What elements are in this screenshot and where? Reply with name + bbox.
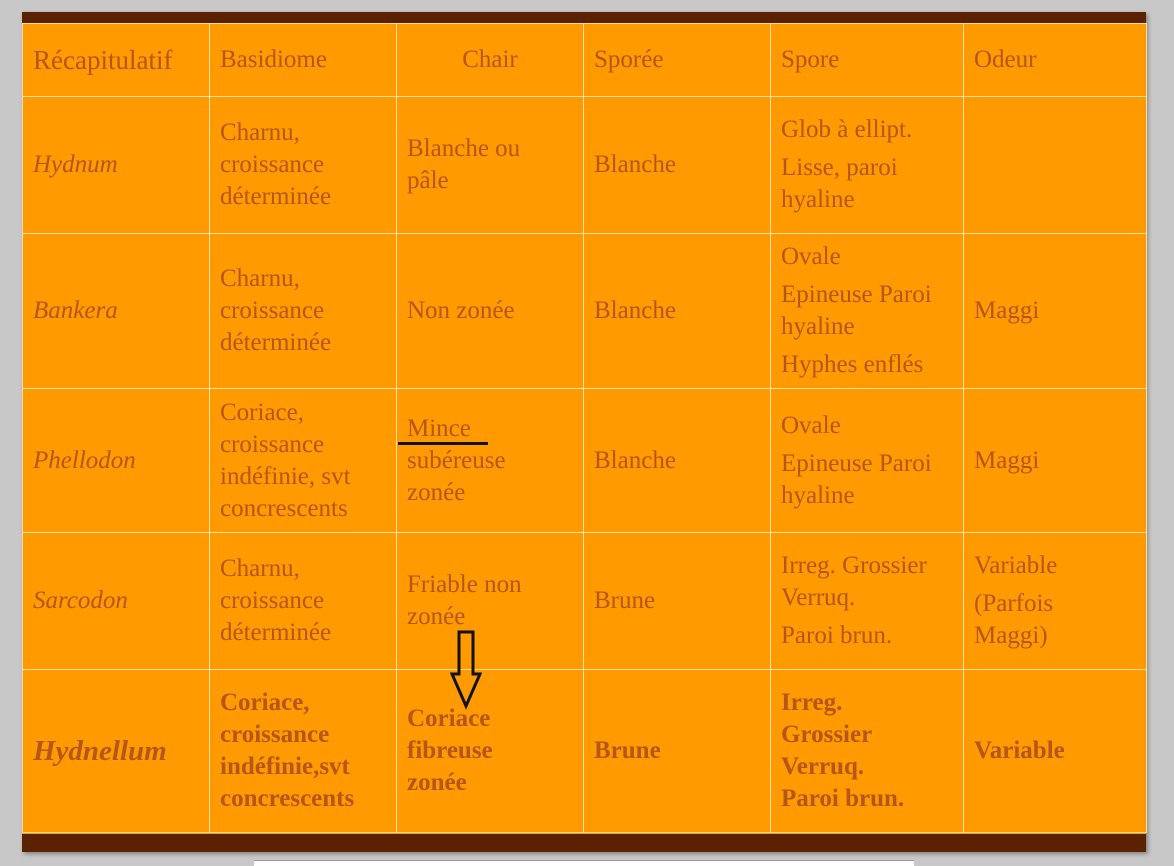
table-row (23, 670, 1147, 833)
sporee-cell: Blanche (584, 389, 771, 533)
header-chair: Chair (397, 24, 584, 97)
header-recapitulatif: Récapitulatif (23, 24, 210, 97)
top-border-bar (22, 12, 1146, 23)
sporee-cell: Brune (584, 533, 771, 670)
basidiome-cell: Charnu, croissance déterminée (210, 533, 397, 670)
header-odeur: Odeur (964, 24, 1147, 97)
genus-cell: Hydnellum (23, 670, 210, 833)
basidiome-cell: Coriace, croissance indéfinie, svt concrescents (210, 389, 397, 533)
chair-cell: Friable non zonée (397, 533, 584, 670)
odeur-cell: Maggi (964, 234, 1147, 389)
chair-cell: Coriace fibreuse zonée (397, 670, 584, 833)
chair-cell: Mince subéreuse zonée (397, 389, 584, 533)
spore-cell: Ovale Epineuse Paroi hyaline (771, 389, 964, 533)
header-spore: Spore (771, 24, 964, 97)
header-basidiome: Basidiome (210, 24, 397, 97)
summary-table (22, 23, 1147, 833)
sporee-cell: Blanche (584, 234, 771, 389)
odeur-cell: Maggi (964, 389, 1147, 533)
black-underline-mark (398, 442, 488, 445)
spore-cell: Irreg. Grossier Verruq. Paroi brun. (771, 533, 964, 670)
spore-cell: Ovale Epineuse Paroi hyaline Hyphes enflés (771, 234, 964, 389)
basidiome-cell: Charnu, croissance déterminée (210, 97, 397, 234)
odeur-cell: Variable (964, 670, 1147, 833)
slide (22, 12, 1146, 852)
header-row (23, 24, 1147, 97)
down-arrow-icon (450, 630, 482, 710)
spore-cell: Glob à ellipt. Lisse, paroi hyaline (771, 97, 964, 234)
odeur-cell (964, 97, 1147, 234)
sporee-cell: Brune (584, 670, 771, 833)
genus-cell: Sarcodon (23, 533, 210, 670)
header-sporee: Sporée (584, 24, 771, 97)
basidiome-cell: Charnu, croissance déterminée (210, 234, 397, 389)
basidiome-cell: Coriace, croissance indéfinie,svt concrescents (210, 670, 397, 833)
scroll-strip (254, 860, 914, 866)
bottom-border-bar (22, 834, 1146, 852)
table-row (23, 533, 1147, 670)
table-row (23, 97, 1147, 234)
genus-cell: Phellodon (23, 389, 210, 533)
table-row (23, 234, 1147, 389)
odeur-cell: Variable (Parfois Maggi) (964, 533, 1147, 670)
genus-cell: Bankera (23, 234, 210, 389)
chair-cell: Non zonée (397, 234, 584, 389)
spore-cell: Irreg. Grossier Verruq. Paroi brun. (771, 670, 964, 833)
sporee-cell: Blanche (584, 97, 771, 234)
genus-cell: Hydnum (23, 97, 210, 234)
table-row (23, 389, 1147, 533)
chair-cell: Blanche ou pâle (397, 97, 584, 234)
